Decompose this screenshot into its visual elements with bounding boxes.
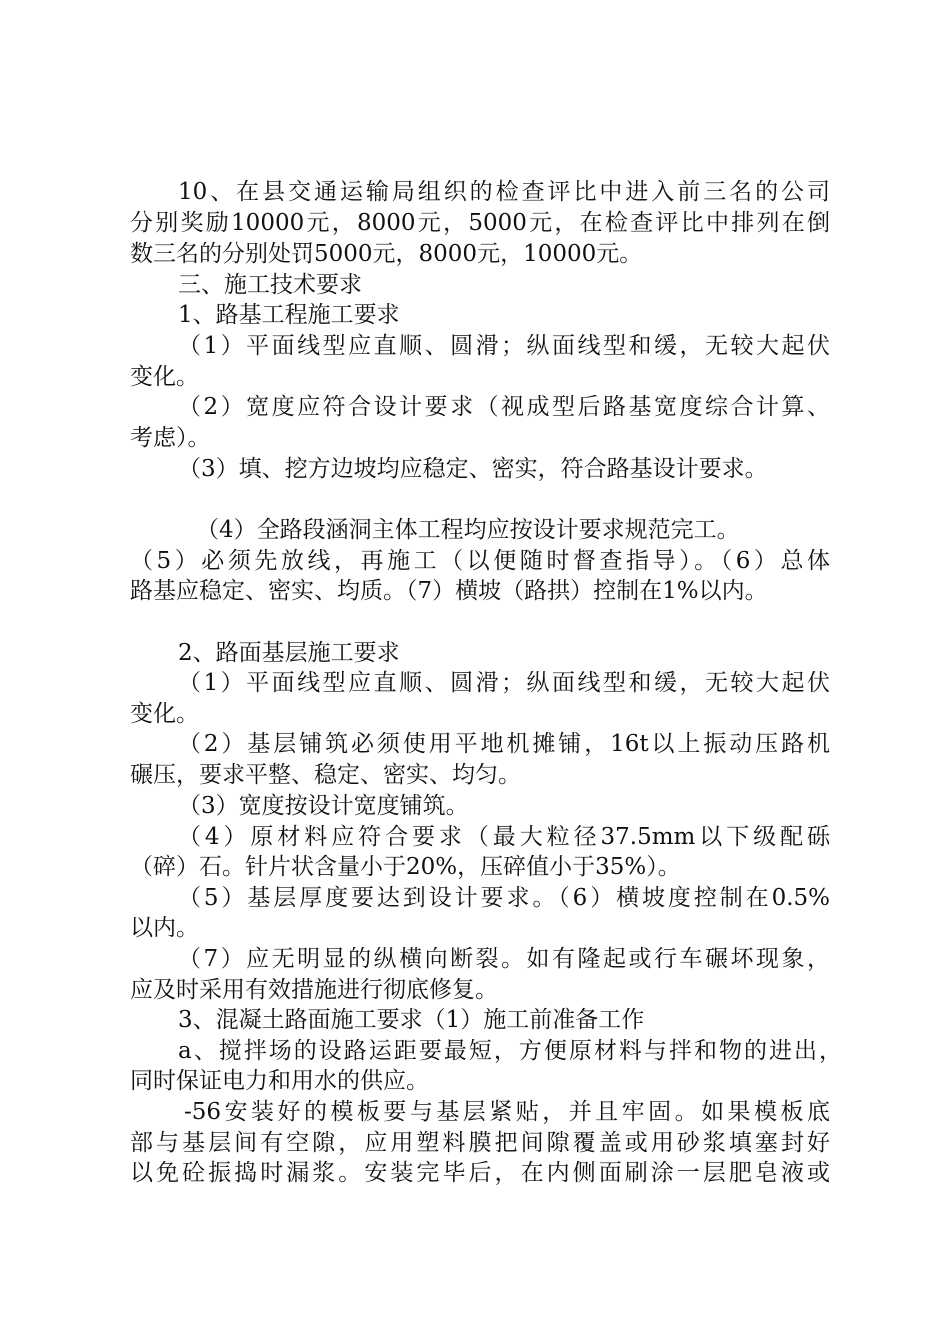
subsection-heading: 1、路基工程施工要求 — [178, 302, 400, 328]
text-line: （碎）石。针片状含量小于20%，压碎值小于35%）。 — [130, 854, 681, 880]
text-line: 以内。 — [130, 915, 199, 941]
subsection-heading: 3、混凝土路面施工要求（1）施工前准备工作 — [178, 1007, 645, 1033]
text-line: 应及时采用有效措施进行彻底修复。 — [130, 977, 498, 1003]
section-heading: 三、施工技术要求 — [178, 272, 362, 298]
text-line: （4）全路段涵洞主体工程均应按设计要求规范完工。 — [196, 517, 740, 543]
text-line: 分别奖励10000元，8000元，5000元，在检查评比中排列在倒 — [130, 210, 830, 236]
text-line: 变化。 — [130, 364, 199, 390]
text-line: a、搅拌场的设路运距要最短，方便原材料与拌和物的进出， — [178, 1038, 842, 1064]
text-line: （1）平面线型应直顺、圆滑；纵面线型和缓，无较大起伏 — [178, 333, 830, 359]
text-line: 考虑）。 — [130, 425, 211, 451]
text-line: （7）应无明显的纵横向断裂。如有隆起或行车碾坏现象， — [178, 946, 830, 972]
text-line: 碾压，要求平整、稳定、密实、均匀。 — [130, 762, 521, 788]
text-line: 部与基层间有空隙，应用塑料膜把间隙覆盖或用砂浆填塞封好 — [130, 1130, 830, 1156]
subsection-heading: 2、路面基层施工要求 — [178, 640, 400, 666]
text-line: （3）填、挖方边坡均应稳定、密实，符合路基设计要求。 — [178, 456, 768, 482]
text-line: 10、在县交通运输局组织的检查评比中进入前三名的公司 — [178, 179, 830, 205]
text-line: （1）平面线型应直顺、圆滑；纵面线型和缓，无较大起伏 — [178, 670, 830, 696]
text-line: 同时保证电力和用水的供应。 — [130, 1068, 429, 1094]
text-line: 路基应稳定、密实、均质。（7）横坡（路拱）控制在1%以内。 — [130, 578, 768, 604]
text-line: （5）必须先放线，再施工（以便随时督查指导）。（6）总体 — [130, 548, 830, 574]
text-line: -56安装好的模板要与基层紧贴，并且牢固。如果模板底 — [184, 1099, 830, 1125]
text-line: 以免砼振捣时漏浆。安装完毕后，在内侧面刷涂一层肥皂液或 — [130, 1160, 830, 1186]
text-line: （3）宽度按设计宽度铺筑。 — [178, 793, 469, 819]
text-line: 变化。 — [130, 701, 199, 727]
text-line: （2）基层铺筑必须使用平地机摊铺，16t以上振动压路机 — [178, 731, 830, 757]
text-line: （5）基层厚度要达到设计要求。（6）横坡度控制在0.5% — [178, 885, 830, 911]
text-line: （2）宽度应符合设计要求（视成型后路基宽度综合计算、 — [178, 394, 830, 420]
text-line: （4）原材料应符合要求（最大粒径37.5mm以下级配砾 — [178, 824, 830, 850]
text-line: 数三名的分别处罚5000元，8000元，10000元。 — [130, 241, 643, 267]
